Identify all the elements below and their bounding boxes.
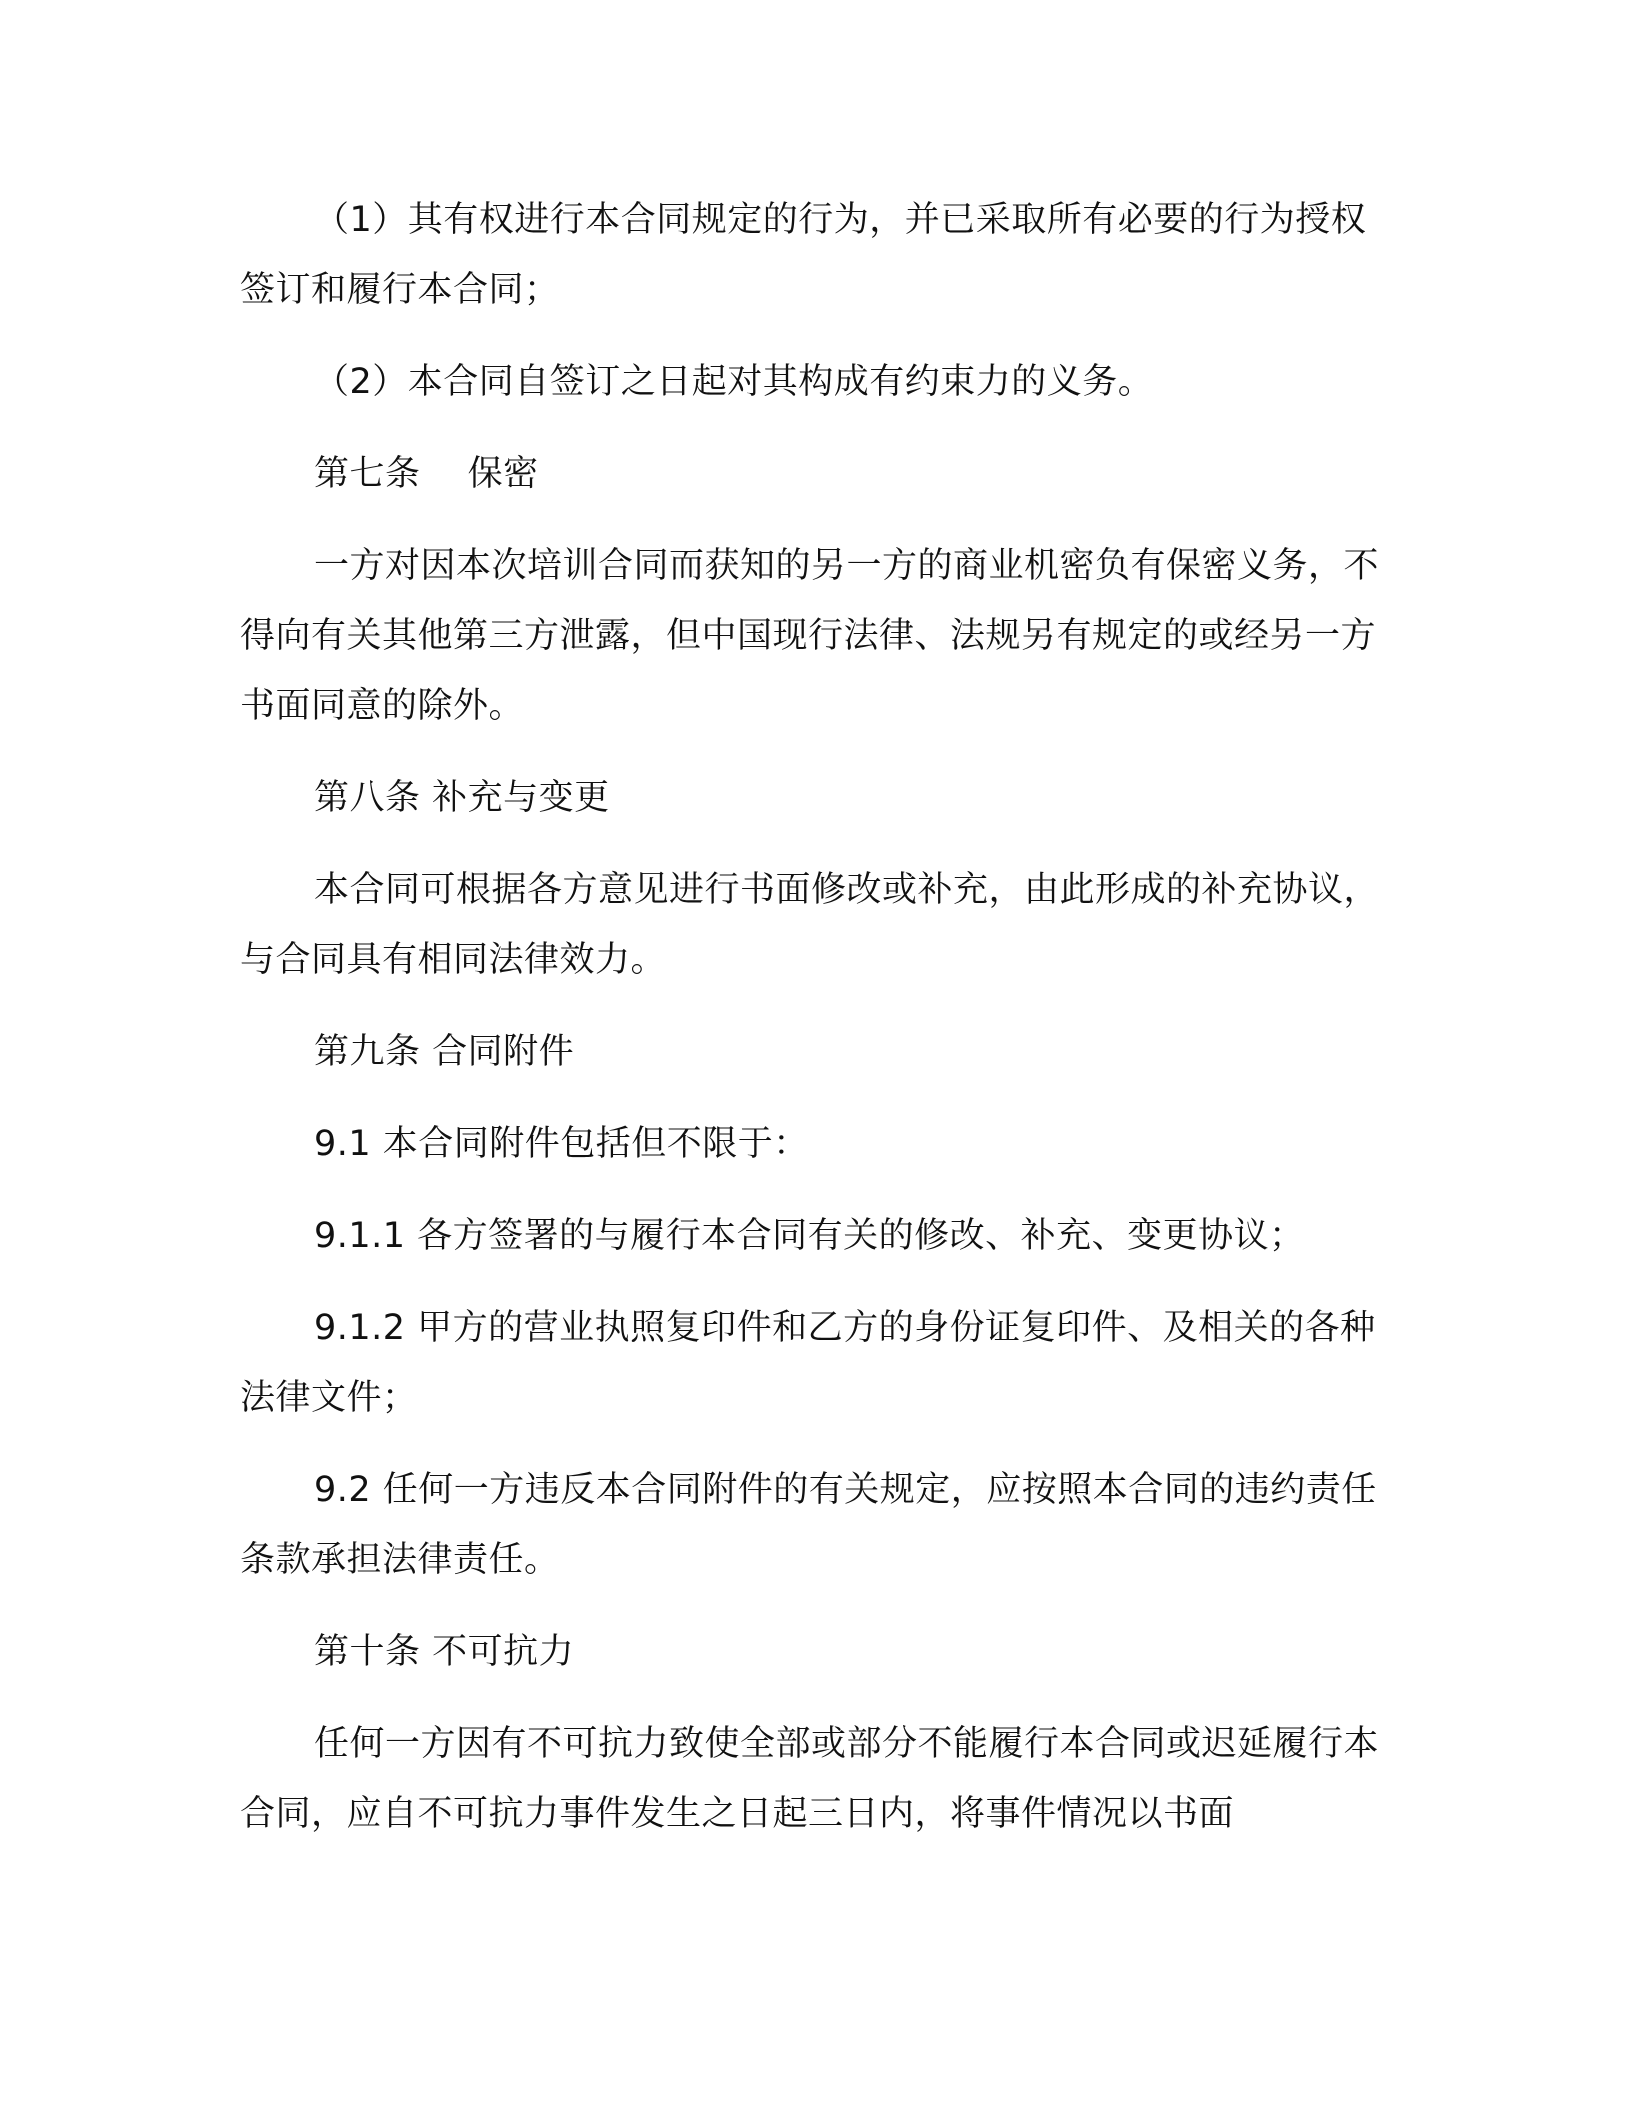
article-heading: 第七条 保密: [314, 454, 539, 494]
clause-paragraph: 本合同可根据各方意见进行书面修改或补充，由此形成的补充协议，与合同具有相同法律效力。: [240, 870, 1380, 980]
clause-paragraph: 9.2 任何一方违反本合同附件的有关规定，应按照本合同的违约责任条款承担法律责任。: [240, 1470, 1377, 1580]
clause-paragraph: 9.1.1 各方签署的与履行本合同有关的修改、补充、变更协议；: [314, 1216, 1305, 1256]
clause-paragraph: 9.1 本合同附件包括但不限于：: [314, 1124, 809, 1164]
article-heading: 第八条 补充与变更: [314, 778, 610, 818]
clause-paragraph: 9.1.2 甲方的营业执照复印件和乙方的身份证复印件、及相关的各种法律文件；: [240, 1308, 1376, 1418]
clause-paragraph: 一方对因本次培训合同而获知的另一方的商业机密负有保密义务，不得向有关其他第三方泄露，但中国现行法律、法规另有规定的或经另一方书面同意的除外。: [240, 546, 1380, 726]
document-body: [240, 185, 1390, 1871]
clause-paragraph: （2）本合同自签订之日起对其构成有约束力的义务。: [314, 362, 1154, 402]
article-heading: 第十条 不可抗力: [314, 1632, 575, 1672]
clause-paragraph: 任何一方因有不可抗力致使全部或部分不能履行本合同或迟延履行本合同，应自不可抗力事件发生之日起三日内，将事件情况以书面: [240, 1724, 1380, 1834]
article-heading: 第九条 合同附件: [314, 1032, 575, 1072]
clause-paragraph: （1）其有权进行本合同规定的行为，并已采取所有必要的行为授权签订和履行本合同；: [240, 200, 1367, 310]
